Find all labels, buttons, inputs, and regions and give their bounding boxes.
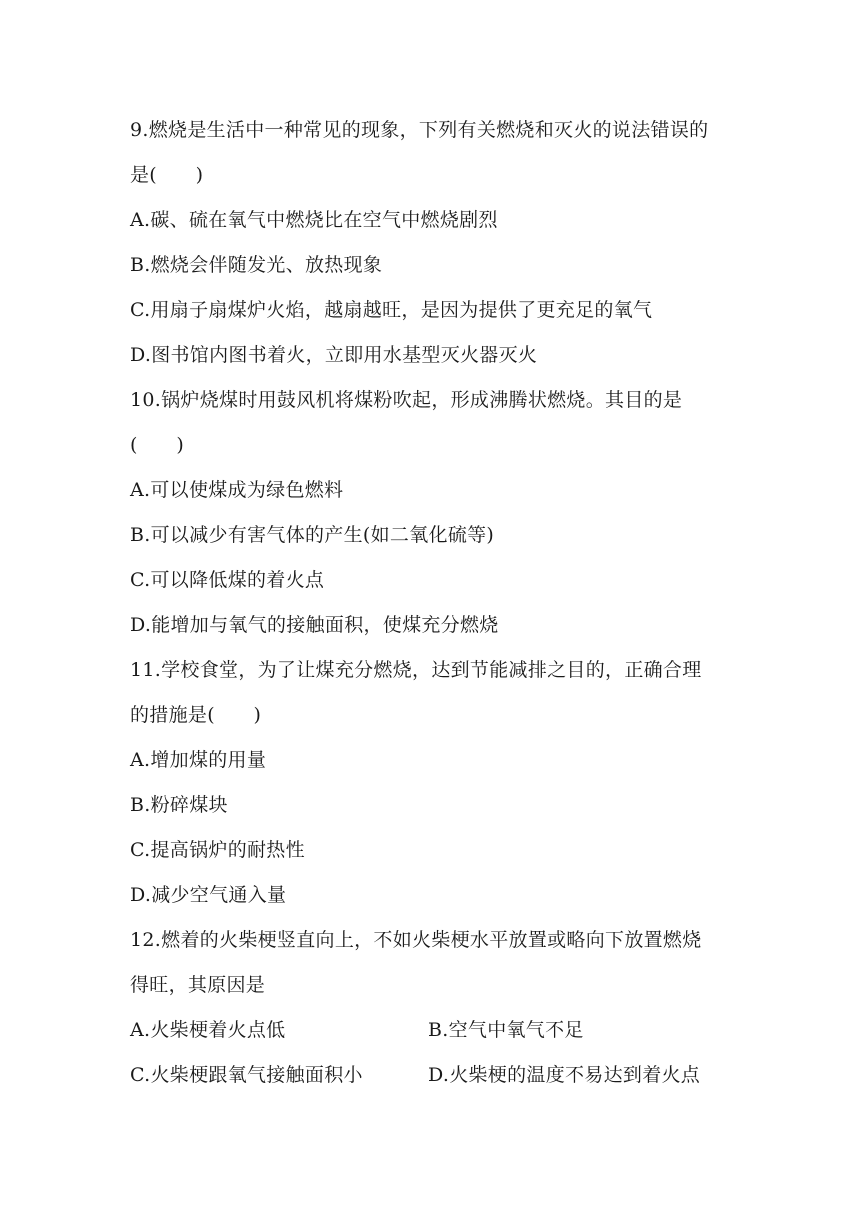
question-12-stem-line-1: 12.燃着的火柴梗竖直向上，不如火柴梗水平放置或略向下放置燃烧: [130, 929, 702, 951]
question-11-option-a: A.增加煤的用量: [130, 749, 267, 771]
question-12-option-b: B.空气中氧气不足: [428, 1019, 584, 1041]
question-9-stem-line-1: 9.燃烧是生活中一种常见的现象，下列有关燃烧和灭火的说法错误的: [130, 119, 709, 141]
question-9-option-b: B.燃烧会伴随发光、放热现象: [130, 254, 383, 276]
question-9-option-c: C.用扇子扇煤炉火焰，越扇越旺，是因为提供了更充足的氧气: [130, 299, 653, 321]
question-11-option-c: C.提高锅炉的耐热性: [130, 839, 305, 861]
question-10-option-c: C.可以降低煤的着火点: [130, 569, 325, 591]
question-11-stem-line-2: 的措施是( ): [130, 704, 262, 726]
question-11-option-b: B.粉碎煤块: [130, 794, 228, 816]
question-9-stem-line-2: 是( ): [130, 164, 204, 186]
question-10-option-b: B.可以减少有害气体的产生(如二氧化硫等): [130, 524, 495, 546]
question-11-stem-line-1: 11.学校食堂，为了让煤充分燃烧，达到节能减排之目的，正确合理: [130, 659, 702, 681]
question-10: [130, 378, 740, 648]
question-9-option-d: D.图书馆内图书着火，立即用水基型灭火器灭火: [130, 344, 538, 366]
question-11: [130, 648, 740, 918]
question-10-stem-line-1: 10.锅炉烧煤时用鼓风机将煤粉吹起，形成沸腾状燃烧。其目的是: [130, 389, 683, 411]
question-12-options-row-1: [130, 1008, 740, 1053]
question-10-stem-line-2: ( ): [130, 434, 185, 456]
question-10-option-d: D.能增加与氧气的接触面积，使煤充分燃烧: [130, 614, 499, 636]
question-12-options-row-2: [130, 1053, 740, 1098]
question-12-option-d: D.火柴梗的温度不易达到着火点: [428, 1064, 701, 1086]
question-12-option-c: C.火柴梗跟氧气接触面积小: [130, 1064, 363, 1086]
question-12-option-a: A.火柴梗着火点低: [130, 1019, 286, 1041]
question-12: [130, 918, 740, 1098]
question-12-stem-line-2: 得旺，其原因是: [130, 974, 266, 996]
question-9: [130, 108, 740, 378]
question-11-option-d: D.减少空气通入量: [130, 884, 287, 906]
question-9-option-a: A.碳、硫在氧气中燃烧比在空气中燃烧剧烈: [130, 209, 498, 231]
question-list: [130, 108, 740, 1098]
question-10-option-a: A.可以使煤成为绿色燃料: [130, 479, 344, 501]
